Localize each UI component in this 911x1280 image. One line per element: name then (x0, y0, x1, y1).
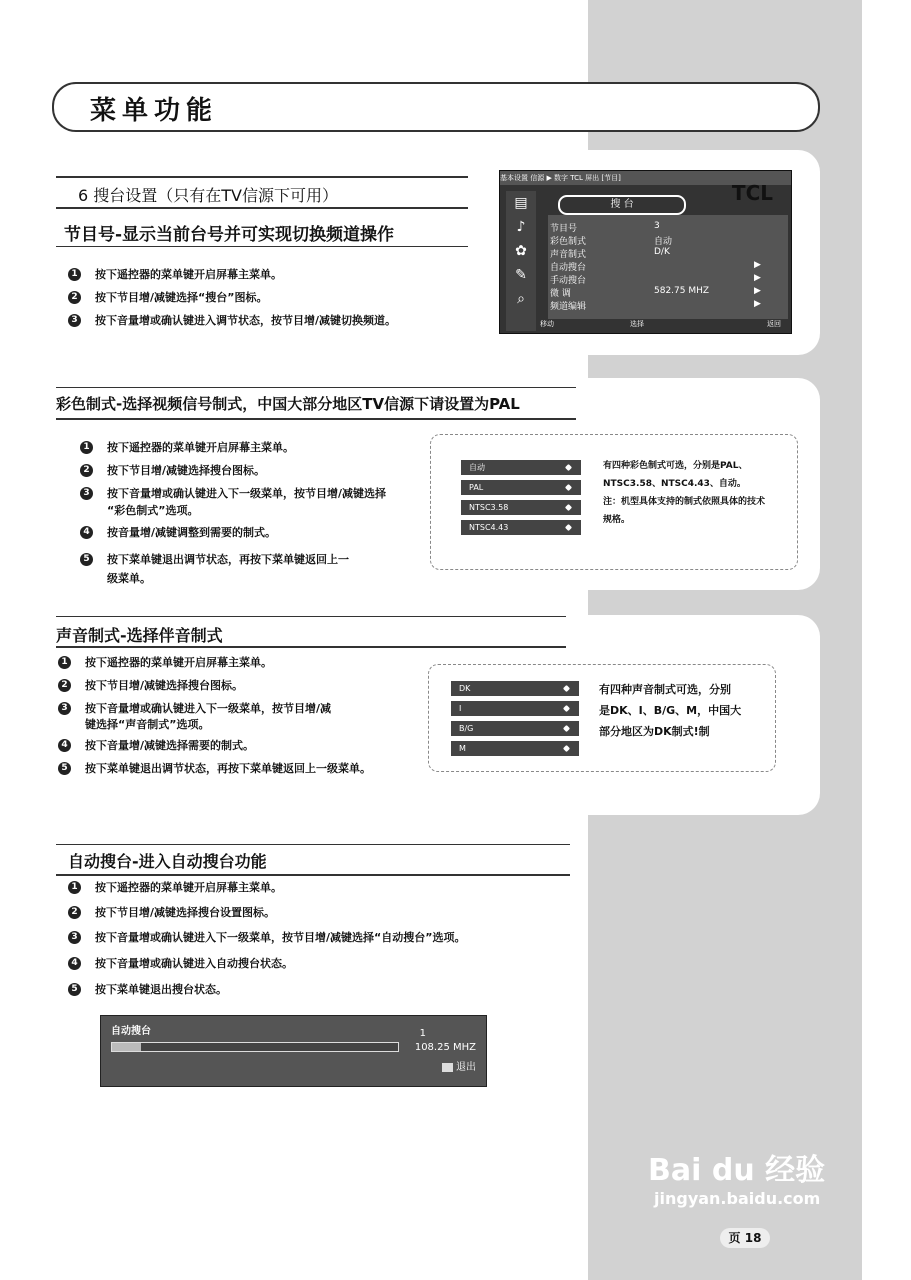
diamond-icon (565, 464, 572, 471)
step-item: 1 按下遥控器的菜单键开启屏幕主菜单。 (68, 879, 282, 895)
step-item: 1 按下遥控器的菜单键开启屏幕主菜单。 (58, 654, 272, 670)
tv-row-label: 频道编辑 (550, 302, 587, 312)
autoscan-progress-fill (112, 1043, 141, 1051)
tv-footer-move: 移动 (540, 320, 554, 328)
autoscan-title: 自动搜台 (111, 1026, 151, 1037)
step-item: 3 按下音量增或确认键进入下一级菜单，按节目增/减键选择“自动搜台”选项。 (68, 929, 465, 945)
divider (56, 418, 576, 420)
tv-menu-screenshot (499, 170, 792, 334)
divider (56, 246, 468, 247)
divider (56, 844, 570, 845)
tv-topbar: 基本设置 信源 ▶ 数字 TCL 屏出 [节目] (500, 171, 791, 185)
autoscan-screenshot (100, 1015, 487, 1087)
divider (56, 616, 566, 617)
tv-row-label: 手动搜台 (550, 276, 587, 286)
picture-icon: ▤ (514, 195, 528, 211)
tv-row-label: 声音制式 (550, 250, 587, 260)
step-item: 4 按音量增/减键调整到需要的制式。 (80, 524, 276, 540)
step-item: 1 按下遥控器的菜单键开启屏幕主菜单。 (80, 439, 294, 455)
autoscan-channel: 1 (419, 1028, 426, 1039)
color-system-box (430, 434, 798, 570)
arrow-right-icon: ▶ (754, 286, 761, 296)
tcl-logo: TCL (731, 181, 773, 205)
diamond-icon (565, 504, 572, 511)
tv-row-label: 自动搜台 (550, 263, 587, 273)
section-heading: 自动搜台-进入自动搜台功能 (68, 852, 267, 871)
option-bar: NTSC4.43 (461, 520, 581, 535)
tv-menu-pill: 搜 台 (558, 195, 686, 215)
tv-row-label: 节目号 (550, 224, 578, 234)
step-item: 1 按下遥控器的菜单键开启屏幕主菜单。 (68, 266, 282, 282)
section-heading: 声音制式-选择伴音制式 (56, 626, 223, 645)
tv-menu-panel (548, 215, 788, 319)
diamond-icon (563, 745, 570, 752)
tv-row-value: 3 (654, 221, 660, 231)
divider (56, 387, 576, 388)
step-item: 2 按下节目增/减键选择搜台图标。 (58, 677, 243, 693)
music-note-icon: ♪ (516, 219, 526, 235)
baidu-watermark (648, 1145, 825, 1208)
title-banner (52, 82, 820, 132)
gear-icon: ✿ (515, 243, 527, 259)
autoscan-frequency: 108.25 MHZ (414, 1042, 476, 1053)
step-item: 2 按下节目增/减键选择搜台图标。 (80, 462, 265, 478)
divider (56, 176, 468, 178)
diamond-icon (565, 524, 572, 531)
watermark-url: jingyan.baidu.com (654, 1189, 821, 1208)
divider (56, 874, 570, 876)
divider (56, 646, 566, 648)
divider (56, 207, 468, 209)
step-item: “彩色制式”选项。 (107, 504, 199, 517)
step-item: 5 按下菜单键退出调节状态，再按下菜单键返回上一级菜单。 (58, 760, 371, 776)
tv-row-label: 微 调 (550, 289, 571, 299)
section-heading: 彩色制式-选择视频信号制式，中国大部分地区TV信源下请设置为PAL (56, 395, 520, 413)
step-item: 3 按下音量增或确认键进入下一级菜单，按节目增/减键选择 (80, 485, 386, 501)
section-heading: 节目号-显示当前台号并可实现切换频道操作 (64, 225, 395, 245)
tv-footer (540, 319, 785, 329)
page-number: 页 18 (720, 1228, 770, 1248)
option-bar: PAL (461, 480, 581, 495)
step-item: 4 按下音量增或确认键进入自动搜台状态。 (68, 955, 293, 971)
exit-hint: 退出 (442, 1058, 476, 1073)
arrow-right-icon: ▶ (754, 299, 761, 309)
option-bar: NTSC3.58 (461, 500, 581, 515)
option-bar: I (451, 701, 579, 716)
arrow-right-icon: ▶ (754, 273, 761, 283)
diamond-icon (563, 705, 570, 712)
step-item: 键选择“声音制式”选项。 (85, 718, 210, 731)
tv-row-value: 582.75 MHZ (654, 286, 710, 296)
section-subtitle: 6 搜台设置（只有在TV信源下可用） (78, 186, 338, 205)
tv-icon-column (506, 191, 536, 331)
tv-footer-select: 选择 (630, 320, 644, 328)
tv-row-value: 自动 (654, 237, 673, 247)
step-item: 2 按下节目增/减键选择搜台设置图标。 (68, 904, 275, 920)
baidu-logo: Bai du 经验 (648, 1153, 826, 1188)
tv-footer-back: 返回 (767, 320, 781, 328)
option-bar: B/G (451, 721, 579, 736)
tv-row-value: D/K (654, 247, 670, 257)
step-item: 4 按下音量增/减键选择需要的制式。 (58, 737, 254, 753)
note-text: 有四种彩色制式可选，分别是PAL、 NTSC3.58、NTSC4.43、自动。 注：机型具体支持的制式依照具体的技术 规格。 (603, 461, 766, 525)
search-icon: ⌕ (517, 291, 525, 307)
tv-row-label: 彩色制式 (550, 237, 587, 247)
option-bar: 自动 (461, 460, 581, 475)
diamond-icon (565, 484, 572, 491)
diamond-icon (563, 685, 570, 692)
menu-key-icon (442, 1063, 453, 1072)
autoscan-progress-track (111, 1042, 399, 1052)
step-item: 3 按下音量增或确认键进入下一级菜单，按节目增/减 (58, 700, 331, 716)
step-item: 3 按下音量增或确认键进入调节状态，按节目增/减键切换频道。 (68, 312, 396, 328)
option-bar: M (451, 741, 579, 756)
page-title: 菜单功能 (90, 96, 219, 126)
note-text: 有四种声音制式可选，分别 是DK、I、B/G、M，中国大 部分地区为DK制式!制 (599, 683, 742, 738)
step-item: 5 按下菜单键退出调节状态，再按下菜单键返回上一 (80, 551, 349, 567)
option-bar: DK (451, 681, 579, 696)
wrench-icon: ✎ (515, 267, 527, 283)
arrow-right-icon: ▶ (754, 260, 761, 270)
step-item: 5 按下菜单键退出搜台状态。 (68, 981, 227, 997)
step-item: 级菜单。 (107, 572, 151, 585)
diamond-icon (563, 725, 570, 732)
sound-system-box (428, 664, 776, 772)
step-item: 2 按下节目增/减键选择“搜台”图标。 (68, 289, 267, 305)
